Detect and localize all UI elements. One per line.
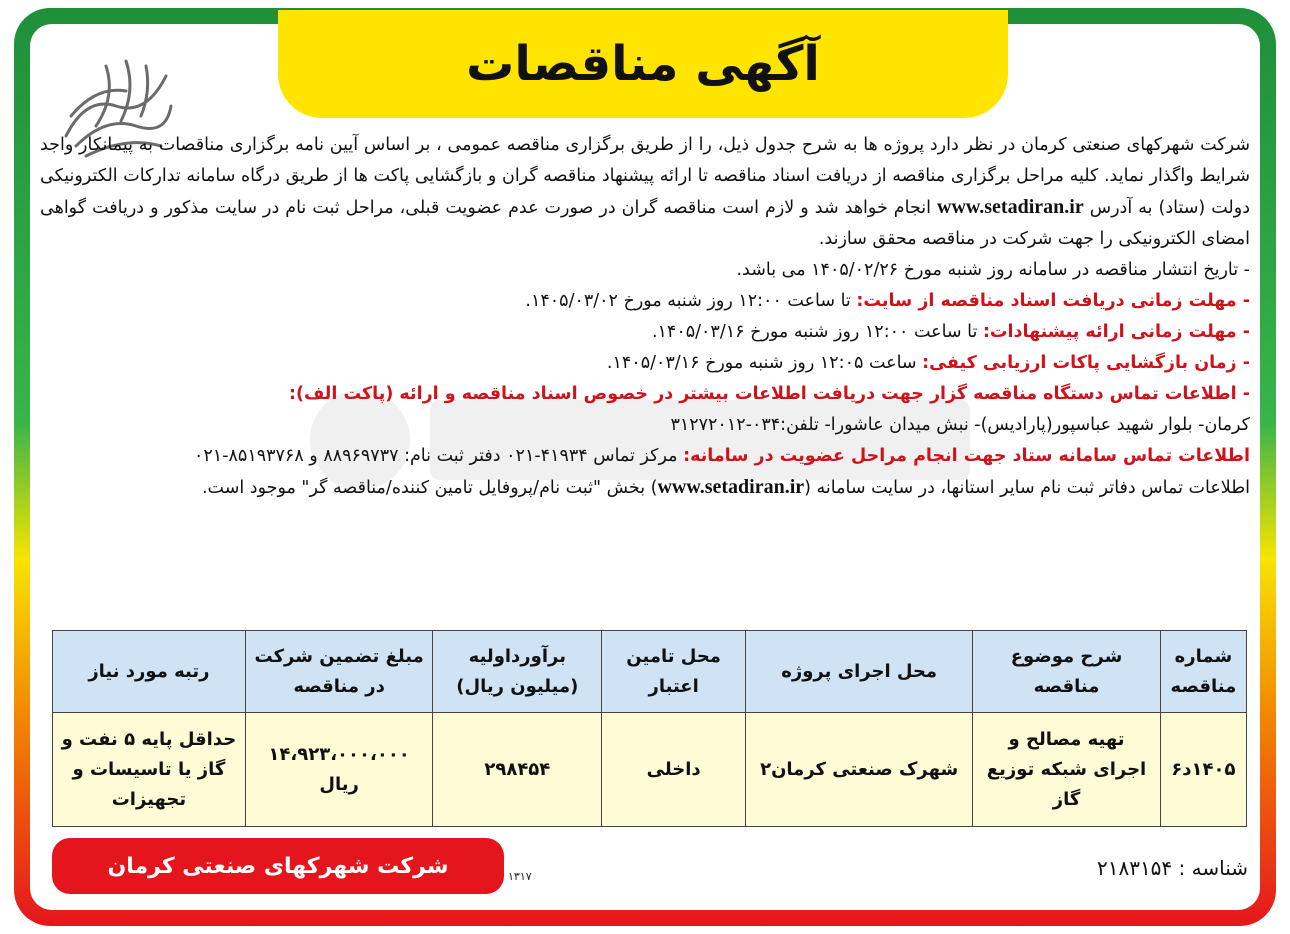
setad-link[interactable]: www.setadiran.ir	[937, 196, 1084, 218]
company-name-banner: شرکت شهرکهای صنعتی کرمان	[52, 838, 504, 894]
publish-date: - تاریخ انتشار مناقصه در سامانه روز شنبه مورخ ۱۴۰۵/۰۲/۲۶ می باشد.	[736, 260, 1250, 280]
docs-deadline	[40, 286, 1250, 317]
cell-grade: حداقل پایه ۵ نفت و گاز یا تاسیسات و تجهیزات	[53, 713, 246, 827]
contact-value: کرمان- بلوار شهید عباسپور(پارادیس)- نبش میدان عاشورا- تلفن:۰۳۴-۳۱۲۷۲۰۱۲	[670, 415, 1250, 435]
announcement-body	[40, 130, 1250, 504]
cell-tender-number: ۱۴۰۵د۶	[1160, 713, 1246, 827]
opening-time-label: - زمان بازگشایی پاکات ارزیابی کیفی:	[922, 353, 1250, 373]
opening-time	[40, 348, 1250, 379]
contact-label: - اطلاعات تماس دستگاه مناقصه گزار جهت دریافت اطلاعات بیشتر در خصوص اسناد مناقصه و ارائه (پاکت الف):	[288, 384, 1250, 404]
cell-estimate: ۲۹۸۴۵۴	[433, 713, 602, 827]
header-funding: محل تامین اعتبار	[602, 631, 746, 713]
setad-contact-value: مرکز تماس ۴۱۹۳۴-۰۲۱ دفتر ثبت نام: ۸۸۹۶۹۷۳۷ و ۸۵۱۹۳۷۶۸-۰۲۱	[194, 446, 678, 466]
intro-paragraph	[40, 130, 1250, 255]
header-location: محل اجرای پروژه	[746, 631, 973, 713]
offices-text-2: ) بخش "ثبت نام/پروفایل تامین کننده/مناقصه گر" موجود است.	[201, 478, 658, 498]
table-header-row	[53, 631, 1247, 713]
cell-guarantee: ۱۴،۹۲۳،۰۰۰،۰۰۰ ریال	[245, 713, 433, 827]
docs-deadline-label: - مهلت زمانی دریافت اسناد مناقصه از سایت:	[856, 291, 1250, 311]
cell-description: تهیه مصالح و اجرای شبکه توزیع گاز	[973, 713, 1161, 827]
offers-deadline	[40, 317, 1250, 348]
cell-location: شهرک صنعتی کرمان۲	[746, 713, 973, 827]
offices-text-1: اطلاعات تماس دفاتر ثبت نام سایر استانها، در سایت سامانه (	[804, 478, 1250, 498]
docs-deadline-value: تا ساعت ۱۲:۰۰ روز شنبه مورخ ۱۴۰۵/۰۳/۰۲.	[525, 291, 851, 311]
offices-info	[40, 472, 1250, 504]
header-grade: رتبه مورد نیاز	[53, 631, 246, 713]
header-description: شرح موضوع مناقصه	[973, 631, 1161, 713]
setad-contact	[40, 441, 1250, 472]
offers-deadline-value: تا ساعت ۱۲:۰۰ روز شنبه مورخ ۱۴۰۵/۰۳/۱۶.	[651, 322, 978, 342]
table-row	[53, 713, 1247, 827]
header-estimate: برآورداولیه (میلیون ریال)	[433, 631, 602, 713]
header-guarantee: مبلغ تضمین شرکت در مناقصه	[245, 631, 433, 713]
header-tender-number: شماره مناقصه	[1160, 631, 1246, 713]
intro-rest: انجام خواهد شد و لازم است مناقصه گران در صورت عدم عضویت قبلی، مراحل ثبت نام در سایت مذکور و دریافت گواهی امضای الکترونیکی را جهت شرکت در مناقصه محقق سازند.	[40, 198, 1250, 249]
page-title: آگهی مناقصات	[278, 10, 1008, 118]
ad-id: شناسه : ۲۱۸۳۱۵۴	[1096, 856, 1248, 880]
cell-funding: داخلی	[602, 713, 746, 827]
intro-text: شرکت شهرکهای صنعتی کرمان در نظر دارد پروژه ها به شرح جدول ذیل، را از طریق برگزاری مناقصه عمومی ، بر اساس آیین نامه برگزاری مناقصات به پیمانکار واجد شرایط واگذار نماید. کلیه مراحل برگزاری مناقصه از دریافت اسناد مناقصه تا ارائه پیشنهاد مناقصه گران و بازگشایی پاکت ها از طریق درگاه سامانه تدارکات الکترونیکی دولت (ستاد) به آدرس	[40, 135, 1250, 218]
offers-deadline-label: - مهلت زمانی ارائه پیشنهادات:	[982, 322, 1250, 342]
footnote-number: ۱۳۱۷	[508, 870, 532, 883]
setad-contact-label: اطلاعات تماس سامانه ستاد جهت انجام مراحل عضویت در سامانه:	[683, 446, 1250, 466]
tender-table	[52, 630, 1247, 827]
offices-link[interactable]: www.setadiran.ir	[657, 476, 805, 498]
opening-time-value: ساعت ۱۲:۰۵ روز شنبه مورخ ۱۴۰۵/۰۳/۱۶.	[606, 353, 917, 373]
